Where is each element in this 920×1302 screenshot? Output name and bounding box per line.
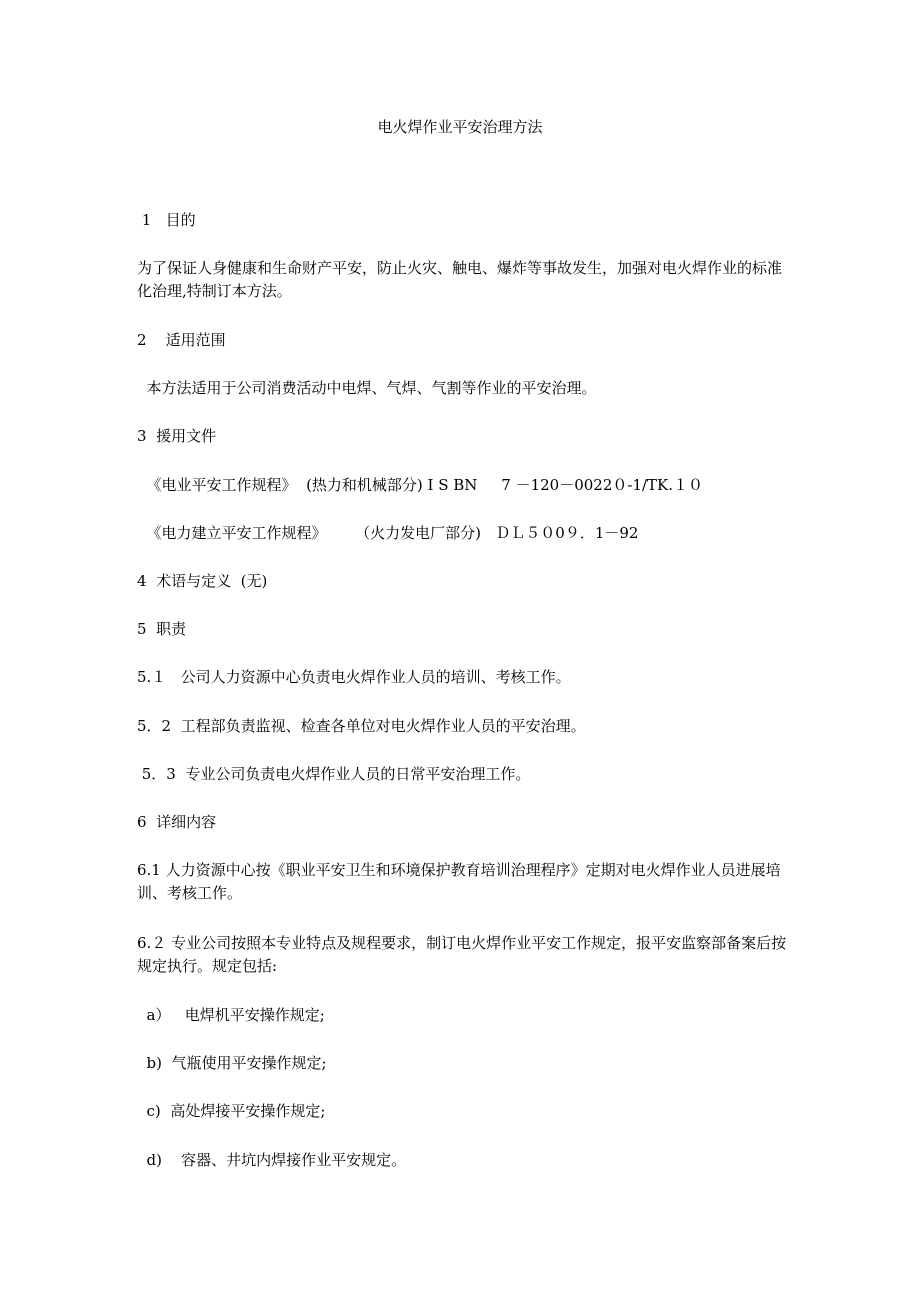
section-3-heading: 3 援用文件 xyxy=(137,427,217,445)
section-4-heading: 4 术语与定义 (无) xyxy=(137,572,268,590)
section-5-2: 5．2 工程部负责监视、检查各单位对电火焊作业人员的平安治理。 xyxy=(137,717,586,735)
list-item-c: c) 高处焊接平安操作规定; xyxy=(137,1102,326,1120)
section-5-3: 5．3 专业公司负责电火焊作业人员的日常平安治理工作。 xyxy=(137,765,531,783)
section-2-body: 本方法适用于公司消费活动中电焊、气焊、气割等作业的平安治理。 xyxy=(137,379,597,397)
section-1-body: 为了保证人身健康和生命财产平安，防止火灾、触电、爆炸等事故发生，加强对电火焊作业的标准化治理,特制订本方法。 xyxy=(137,259,783,300)
section-1-heading: 1 目的 xyxy=(137,211,196,229)
section-6-1: 6.1 人力资源中心按《职业平安卫生和环境保护教育培训治理程序》定期对电火焊作业人员进展培训、考核工作。 xyxy=(137,861,781,902)
list-item-d: d) 容器、井坑内焊接作业平安规定。 xyxy=(137,1151,407,1169)
section-5-heading: 5 职责 xyxy=(137,620,187,638)
section-6-heading: 6 详细内容 xyxy=(137,813,217,831)
section-6-2: 6.２ 专业公司按照本专业特点及规程要求，制订电火焊作业平安工作规定，报平安监察部备案后按规定执行。规定包括: xyxy=(137,934,787,975)
document-title: 电火焊作业平安治理方法 xyxy=(377,118,543,136)
reference-2: 《电力建立平安工作规程》 （火力发电厂部分) ＤＬ５０0９．1－92 xyxy=(137,524,639,542)
section-5-1: 5.１ 公司人力资源中心负责电火焊作业人员的培训、考核工作。 xyxy=(137,668,571,686)
reference-1: 《电业平安工作规程》 (热力和机械部分) I S BN 7 －120－0022０-1/TK.１０ xyxy=(137,476,704,494)
section-2-heading: 2 适用范围 xyxy=(137,331,226,349)
list-item-a: a） 电焊机平安操作规定; xyxy=(137,1006,325,1024)
list-item-b: b) 气瓶使用平安操作规定; xyxy=(137,1054,327,1072)
